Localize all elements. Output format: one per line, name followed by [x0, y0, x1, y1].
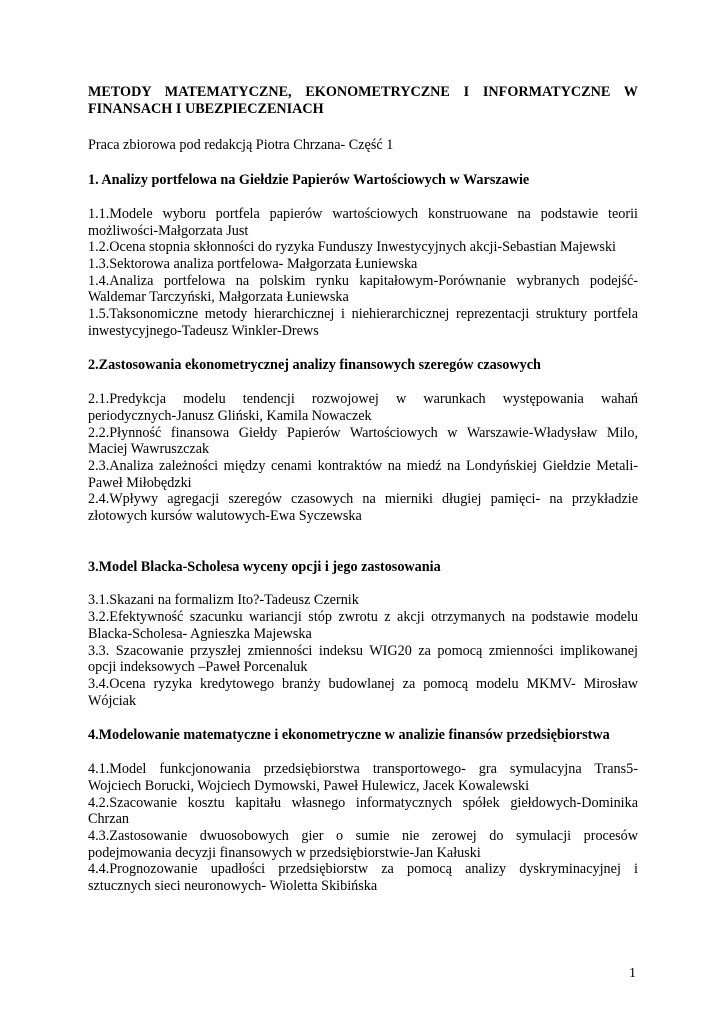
toc-entry — [88, 795, 638, 828]
toc-entry-line: 1.5.Taksonomiczne metody hierarchicznej i niehierarchicznej reprezentacji struktury portfela — [88, 306, 638, 323]
section-heading: 1. Analizy portfelowa na Giełdzie Papierów Wartościowych w Warszawie — [88, 172, 530, 189]
toc-entry-line: Paweł Miłobędzki — [88, 474, 192, 491]
toc-entry-line: Blacka-Scholesa- Agnieszka Majewska — [88, 625, 312, 642]
toc-entry-line: 3.4.Ocena ryzyka kredytowego branży budowlanej za pomocą modelu MKMV- Mirosław — [88, 675, 638, 692]
title-line: METODY MATEMATYCZNE, EKONOMETRYCZNE I INFORMATYCZNE W — [88, 84, 638, 100]
toc-entry-line: złotowych kursów walutowych-Ewa Syczewska — [88, 508, 362, 525]
toc-entry — [88, 425, 638, 458]
toc-entry — [88, 206, 638, 239]
toc-entry — [88, 761, 638, 794]
toc-entry-line: 1.3.Sektorowa analiza portfelowa- Małgorzata Łuniewska — [88, 255, 418, 272]
section-heading: 4.Modelowanie matematyczne i ekonometryczne w analizie finansów przedsiębiorstwa — [88, 727, 610, 744]
toc-entry-line: 2.3.Analiza zależności między cenami kontraktów na miedź na Londyńskiej Giełdzie Metali- — [88, 457, 638, 474]
toc-entry — [88, 676, 638, 709]
toc-entry — [88, 239, 638, 256]
toc-entry-line: inwestycyjnego-Tadeusz Winkler-Drews — [88, 322, 319, 339]
toc-entry — [88, 828, 638, 861]
toc-entry-line: Chrzan — [88, 811, 129, 828]
toc-entry-line: 4.3.Zastosowanie dwuosobowych gier o sumie nie zerowej do symulacji procesów — [88, 827, 638, 844]
document-body — [88, 84, 638, 895]
toc-entry-line: periodycznych-Janusz Gliński, Kamila Nowaczek — [88, 407, 372, 424]
toc-entry-line: 1.1.Modele wyboru portfela papierów wartościowych konstruowane na podstawie teorii — [88, 205, 638, 222]
toc-entry — [88, 491, 638, 524]
document-subtitle: Praca zbiorowa pod redakcją Piotra Chrzana- Część 1 — [88, 137, 394, 154]
toc-entry-line: 4.1.Model funkcjonowania przedsiębiorstwa transportowego- gra symulacyjna Trans5- — [88, 761, 638, 778]
toc-entry-line: 3.3. Szacowanie przyszłej zmienności indeksu WIG20 za pomocą zmienności implikowanej — [88, 642, 638, 659]
toc-entry-line: 2.2.Płynność finansowa Giełdy Papierów Wartościowych w Warszawie-Władysław Milo, — [88, 424, 638, 441]
toc-entry-line: 2.4.Wpływy agregacji szeregów czasowych na mierniki długiej pamięci- na przykładzie — [88, 491, 638, 508]
toc-entry-line: 4.4.Prognozowanie upadłości przedsiębiorstw za pomocą analizy dyskryminacyjnej i — [88, 861, 638, 878]
toc-entry-line: Wójciak — [88, 692, 137, 709]
toc-entry-line: 1.2.Ocena stopnia skłonności do ryzyka Funduszy Inwestycyjnych akcji-Sebastian Majewski — [88, 239, 616, 256]
toc-entry — [88, 643, 638, 676]
toc-entry — [88, 306, 638, 339]
toc-entry-line: Waldemar Tarczyński, Małgorzata Łuniewska — [88, 289, 349, 306]
title-line: FINANSACH I UBEZPIECZENIACH — [88, 100, 324, 117]
sections-container — [88, 172, 638, 895]
toc-entry-line: opcji indeksowych –Paweł Porcenaluk — [88, 659, 308, 676]
toc-entry-line: 4.2.Szacowanie kosztu kapitału własnego informatycznych spółek giełdowych-Dominika — [88, 794, 638, 811]
toc-entry-line: 1.4.Analiza portfelowa na polskim rynku kapitałowym-Porównanie wybranych podejść- — [88, 272, 638, 289]
toc-entry-line: 2.1.Predykcja modelu tendencji rozwojowej w warunkach występowania wahań — [88, 391, 638, 408]
toc-entry-line: sztucznych sieci neuronowych- Wioletta Skibińska — [88, 878, 378, 895]
toc-entry — [88, 458, 638, 491]
toc-entry-line: 3.1.Skazani na formalizm Ito?-Tadeusz Czernik — [88, 592, 359, 609]
toc-entry-line: Maciej Wawruszczak — [88, 441, 210, 458]
document-title — [88, 84, 638, 117]
toc-entry — [88, 391, 638, 424]
toc-entry — [88, 273, 638, 306]
section-heading: 3.Model Blacka-Scholesa wyceny opcji i jego zastosowania — [88, 558, 441, 575]
toc-entry — [88, 256, 638, 273]
section-heading: 2.Zastosowania ekonometrycznej analizy finansowych szeregów czasowych — [88, 357, 541, 374]
toc-entry-line: możliwości-Małgorzata Just — [88, 222, 249, 239]
toc-entry — [88, 592, 638, 609]
page-number: 1 — [629, 966, 636, 981]
toc-entry-line: 3.2.Efektywność szacunku wariancji stóp zwrotu z akcji otrzymanych na podstawie modelu — [88, 609, 638, 626]
toc-entry-line: podejmowania decyzji finansowych w przedsiębiorstwie-Jan Kałuski — [88, 844, 481, 861]
toc-entry — [88, 861, 638, 894]
toc-entry-line: Wojciech Borucki, Wojciech Dymowski, Paweł Hulewicz, Jacek Kowalewski — [88, 777, 530, 794]
toc-entry — [88, 609, 638, 642]
